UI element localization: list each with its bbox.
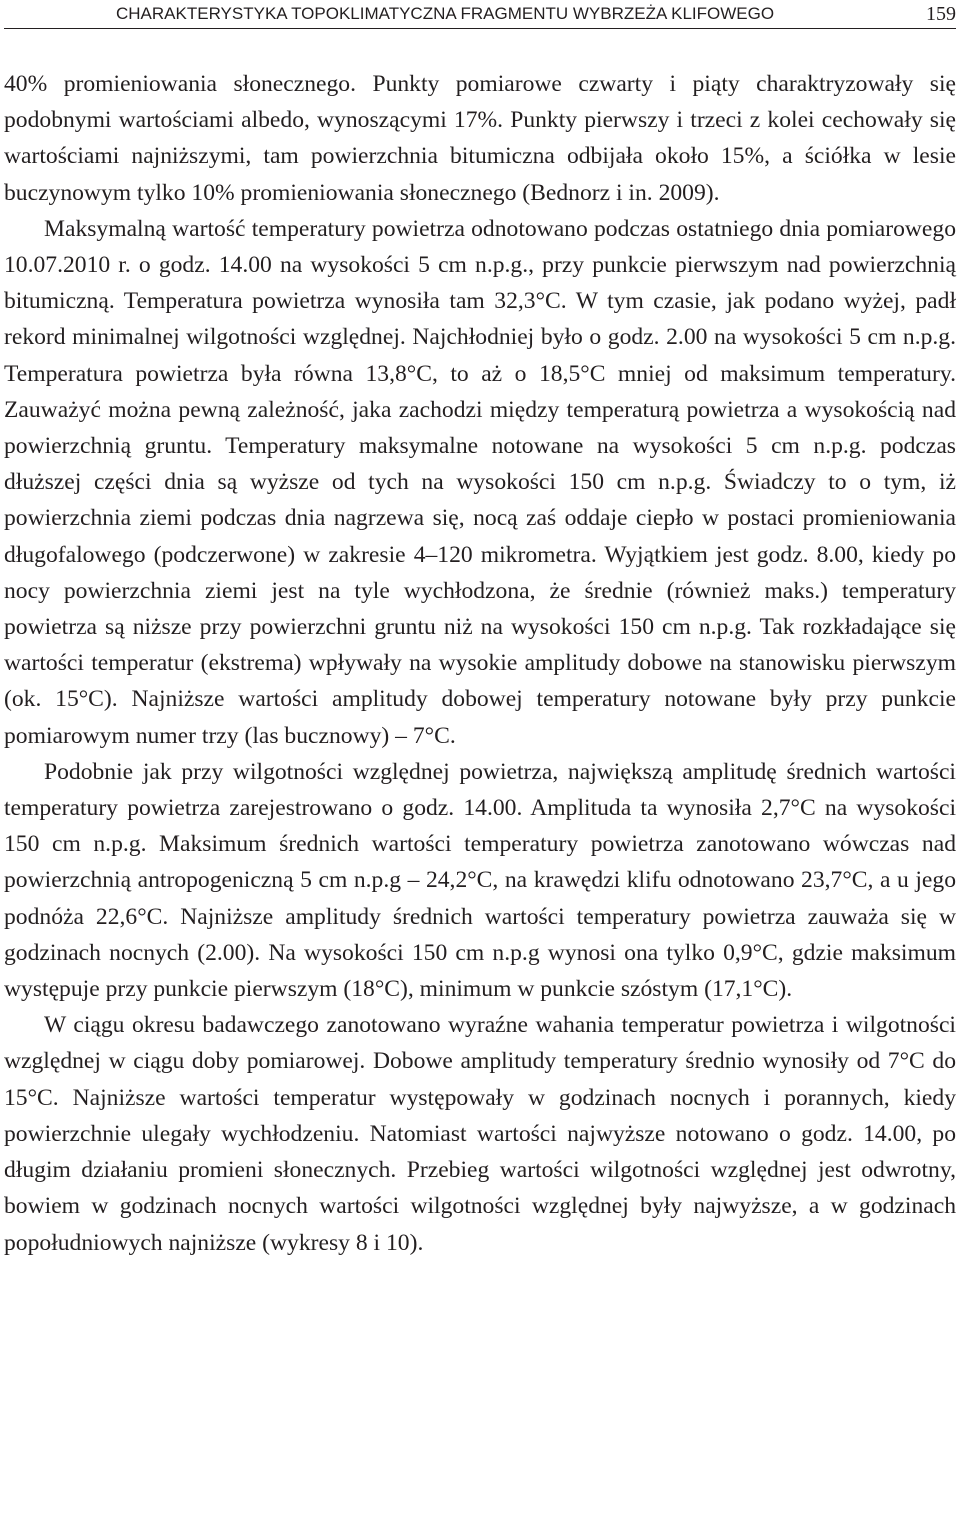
paragraph-daily-variation: W ciągu okresu badawczego zanotowano wyraźne wahania temperatur powietrza i wilgotności względnej w ciągu doby pomiarowej. Dobowe amplitudy temperatury średnio wynosiły od 7°C do 15°C. Najniższe wartości temperatur występowały w godzinach nocnych i porannych, kiedy powierzchnie ulegały wychłodzeniu. Natomiast wartości najwyższe notowano o godz. 14.00, po długim działaniu promieni słonecznych. Przebieg wartości wilgotności względnej jest odwrotny, bowiem w godzinach nocnych wartości wilgotności względnej były najwyższe, a w godzinach popołudniowych najniższe (wykresy 8 i 10). bbox=[4, 1012, 956, 1256]
page-number: 159 bbox=[926, 3, 956, 25]
running-header bbox=[4, 2, 956, 29]
paragraph-albedo: 40% promieniowania słonecznego. Punkty pomiarowe czwarty i piąty charaktryzowały się podobnymi wartościami albedo, wynoszącymi 17%. Punkty pierwszy i trzeci z kolei cechowały się wartościami najniższymi, tam powierzchnia bitumiczna odbijała około 15%, a ściółka w lesie buczynowym tylko 10% promieniowania słonecznego (Bednorz i in. 2009). bbox=[4, 71, 956, 206]
running-title: CHARAKTERYSTYKA TOPOKLIMATYCZNA FRAGMENTU WYBRZEŻA KLIFOWEGO bbox=[116, 4, 775, 23]
paragraph-max-temperature: Maksymalną wartość temperatury powietrza odnotowano podczas ostatniego dnia pomiarowego 10.07.2010 r. o godz. 14.00 na wysokości 5 cm n.p.g., przy punkcie pierwszym nad powierzchnią bitumiczną. Temperatura powietrza wynosiła tam 32,3°C. W tym czasie, jak podano wyżej, padł rekord minimalnej wilgotności względnej. Najchłodniej było o godz. 2.00 na wysokości 5 cm n.p.g. Temperatura powietrza była równa 13,8°C, to aż o 18,5°C mniej od maksimum temperatury. Zauważyć można pewną zależność, jaka zachodzi między temperaturą powietrza a wysokością nad powierzchnią gruntu. Temperatury maksymalne notowane na wysokości 5 cm n.p.g. podczas dłuższej części dnia są wyższe od tych na wysokości 150 cm n.p.g. Świadczy to o tym, iż powierzchnia ziemi podczas dnia nagrzewa się, nocą zaś oddaje ciepło w postaci promieniowania długofalowego (podczerwone) w zakresie 4–120 mikrometra. Wyjątkiem jest godz. 8.00, kiedy po nocy powierzchnia ziemi jest na tyle wychłodzona, że średnie (również maks.) temperatury powietrza są niższe przy powierzchni gruntu niż na wysokości 150 cm n.p.g. Tak rozkładające się wartości temperatur (ekstrema) wpływały na wysokie amplitudy dobowe na stanowisku pierwszym (ok. 15°C). Najniższe wartości amplitudy dobowej temperatury notowane były przy punkcie pomiarowym numer trzy (las bucznowy) – 7°C. bbox=[4, 215, 956, 749]
paragraph-mean-amplitude: Podobnie jak przy wilgotności względnej powietrza, największą amplitudę średnich wartości temperatury powietrza zarejestrowano o godz. 14.00. Amplituda ta wynosiła 2,7°C na wysokości 150 cm n.p.g. Maksimum średnich wartości temperatury powietrza zanotowano wówczas nad powierzchnią antropogeniczną 5 cm n.p.g – 24,2°C, na krawędzi klifu odnotowano 23,7°C, a u jego podnóża 22,6°C. Najniższe amplitudy średnich wartości temperatury powietrza zauważa się w godzinach nocnych (2.00). Na wysokości 150 cm n.p.g wynosi ona tylko 0,9°C, gdzie maksimum występuje przy punkcie pierwszym (18°C), minimum w punkcie szóstym (17,1°C). bbox=[4, 758, 956, 1003]
body-text bbox=[4, 66, 956, 1261]
